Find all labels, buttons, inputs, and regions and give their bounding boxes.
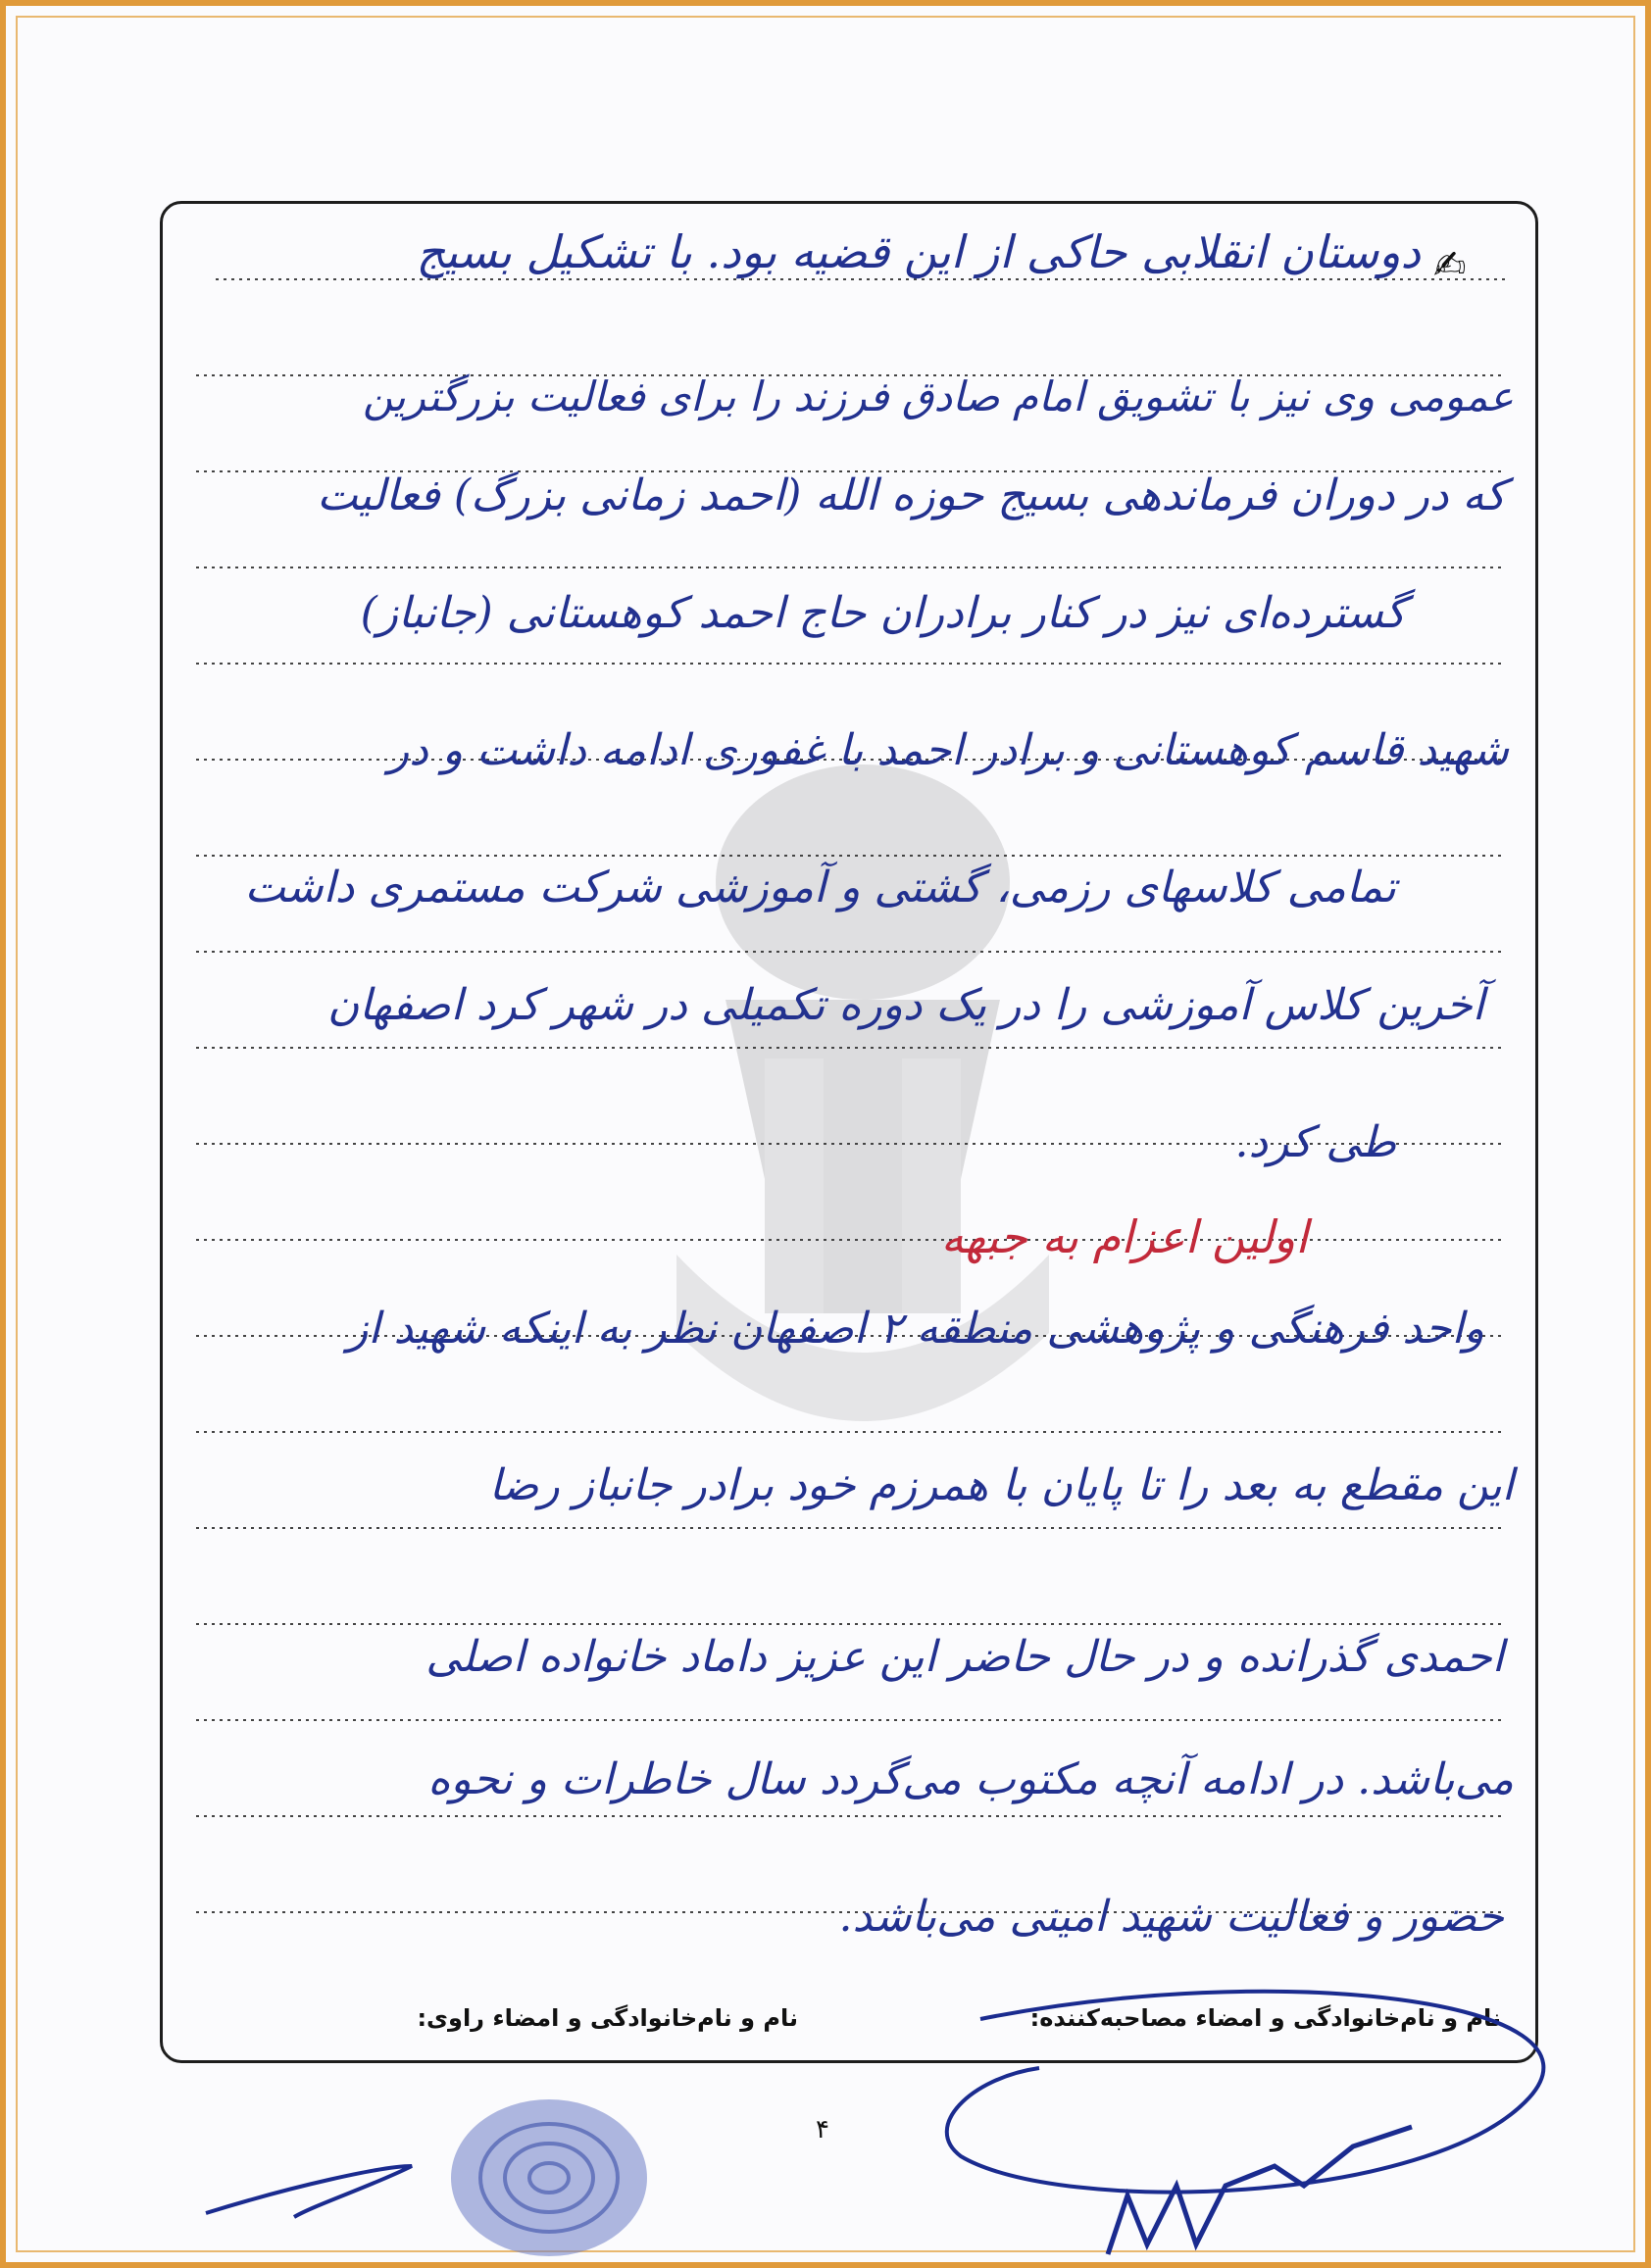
handwritten-line-4: گسترده‌ای نیز در کنار برادران حاج احمد کوهستانی (جانباز) <box>360 588 1406 638</box>
fingerprint-icon <box>451 2099 647 2256</box>
handwritten-line-7: آخرین کلاس آموزشی را در یک دوره تکمیلی در شهر کرد اصفهان <box>326 980 1484 1030</box>
handwritten-line-12: می‌باشد. در ادامه آنچه مکتوب می‌گردد سال خاطرات و نحوه <box>427 1754 1514 1804</box>
interviewer-signature-label: نام و نام‌خانوادگی و امضاء مصاحبه‌کننده: <box>1029 2004 1501 2032</box>
handwritten-line-11: احمدی گذرانده و در حال حاضر این عزیز داماد خانواده اصلی <box>425 1632 1504 1682</box>
handwritten-line-9: واحد فرهنگی و پژوهشی منطقه ۲ اصفهان نظر به اینکه شهید از <box>347 1304 1484 1354</box>
signature-icon <box>206 2166 412 2217</box>
handwritten-line-5: شهید قاسم کوهستانی و برادر احمد با غفوری ادامه داشت و در <box>387 725 1509 775</box>
section-heading: اولین اعزام به جبهه <box>940 1210 1308 1263</box>
signature-icon <box>947 1992 1544 2193</box>
narrator-signature-label: نام و نام‌خانوادگی و امضاء راوی: <box>417 2004 798 2032</box>
handwritten-line-8: طی کرد. <box>1234 1117 1396 1167</box>
handwritten-line-13: حضور و فعالیت شهید امینی می‌باشد. <box>838 1892 1504 1942</box>
handwritten-line-6: تمامی کلاسهای رزمی، گشتی و آموزشی شرکت مستمری داشت <box>244 863 1396 912</box>
handwritten-line-10: این مقطع به بعد را تا پایان با همرزم خود برادر جانباز رضا <box>488 1460 1514 1510</box>
handwritten-line-2: عمومی وی نیز با تشویق امام صادق فرزند را برای فعالیت بزرگترین <box>363 372 1514 420</box>
page-number: ۴ <box>816 2115 829 2145</box>
handwritten-line-3: که در دوران فرماندهی بسیج حوزه الله (احمد زمانی بزرگ) فعالیت <box>317 470 1506 520</box>
handwritten-line-1: دوستان انقلابی حاکی از این قضیه بود. با تشکیل بسیج <box>416 225 1421 278</box>
writing-hand-icon: ✍ <box>1433 243 1467 288</box>
